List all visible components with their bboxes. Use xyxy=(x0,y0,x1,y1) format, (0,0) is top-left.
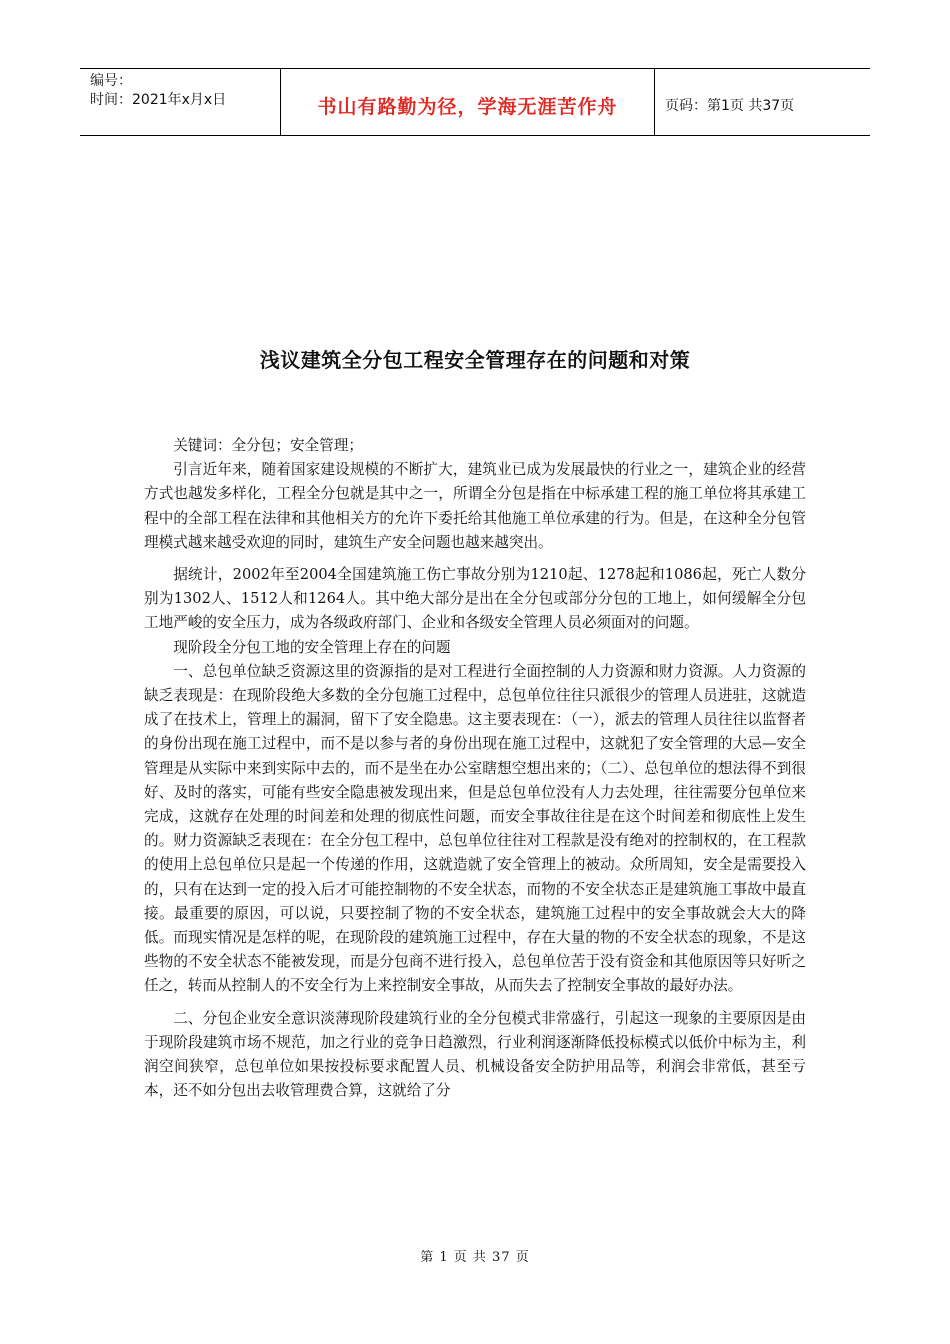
header-table xyxy=(80,68,870,136)
keywords-paragraph: 关键词：全分包；安全管理； xyxy=(173,437,363,454)
section-heading: 现阶段全分包工地的安全管理上存在的问题 xyxy=(173,638,451,656)
document-body xyxy=(144,434,806,1103)
body-paragraph: 一、总包单位缺乏资源这里的资源指的是对工程进行全面控制的人力资源和财力资源。人力资源的缺乏表现是：在现阶段绝大多数的全分包施工过程中，总包单位往往只派很少的管理人员进驻，这就造成了在技术上，管理上的漏洞，留下了安全隐患。这主要表现在：（一），派去的管理人员往往以监督者的身份出现在施工过程中，而不是以参与者的身份出现在施工过程中，这就犯了安全管理的大忌—安全管理是从实际中来到实际中去的，而不是坐在办公室瞎想空想出来的；（二）、总包单位的想法得不到很好、及时的落实，可能有些安全隐患被发现出来，但是总包单位没有人力去处理，往往需要分包单位来完成，这就存在处理的时间差和处理的彻底性问题，而安全事故往往是在这个时间差和彻底性上发生的。财力资源缺乏表现在：在全分包工程中，总包单位往往对工程款是没有绝对的控制权的，在工程款的使用上总包单位只是起一个传递的作用，这就造就了安全管理上的被动。众所周知，安全是需要投入的，只有在达到一定的投入后才可能控制物的不安全状态，而物的不安全状态正是建筑施工事故中最直接。最重要的原因，可以说，只要控制了物的不安全状态，建筑施工过程中的安全事故就会大大的降低。而现实情况是怎样的呢，在现阶段的建筑施工过程中，存在大量的物的不安全状态的现象，不是这些物的不安全状态不能被发现，而是分包商不进行投入，总包单位苦于没有资金和其他原因等只好听之任之，转而从控制人的不安全行为上来控制安全事故，从而失去了控制安全事故的最好办法。 xyxy=(144,662,806,995)
body-paragraph: 二、分包企业安全意识淡薄现阶段建筑行业的全分包模式非常盛行，引起这一现象的主要原因是由于现阶段建筑市场不规范，加之行业的竞争日趋激烈，行业利润逐渐降低投标模式以低价中标为主，利润空间狭窄，总包单位如果按投标要求配置人员、机械设备安全防护用品等，利润会非常低，甚至亏本，还不如分包出去收管理费合算，这就给了分 xyxy=(144,1009,806,1100)
header-page-info: 页码：第1页 共37页 xyxy=(665,98,795,114)
body-paragraph: 引言近年来，随着国家建设规模的不断扩大，建筑业已成为发展最快的行业之一，建筑企业的经营方式也越发多样化，工程全分包就是其中之一，所谓全分包是指在中标承建工程的施工单位将其承建工程中的全部工程在法律和其他相关方的允许下委托给其他施工单位承建的行为。但是，在这种全分包管理模式越来越受欢迎的同时，建筑生产安全问题也越来越突出。 xyxy=(144,461,806,551)
number-label: 编号： xyxy=(90,73,132,89)
document-title: 浅议建筑全分包工程安全管理存在的问题和对策 xyxy=(259,348,691,372)
page-footer: 第 1 页 共 37 页 xyxy=(420,1250,530,1265)
header-meta xyxy=(80,69,281,135)
header-motto: 书山有路勤为径，学海无涯苦作舟 xyxy=(281,69,655,135)
body-paragraph: 据统计，2002年至2004全国建筑施工伤亡事故分别为1210起、1278起和1086起，死亡人数分别为1302人、1512人和1264人。其中绝大部分是出在全分包或部分分包的工地上，如何缓解全分包工地严峻的安全压力，成为各级政府部门、企业和各级安全管理人员必须面对的问题。 xyxy=(144,566,806,632)
time-label: 时间：2021年x月x日 xyxy=(90,92,227,108)
